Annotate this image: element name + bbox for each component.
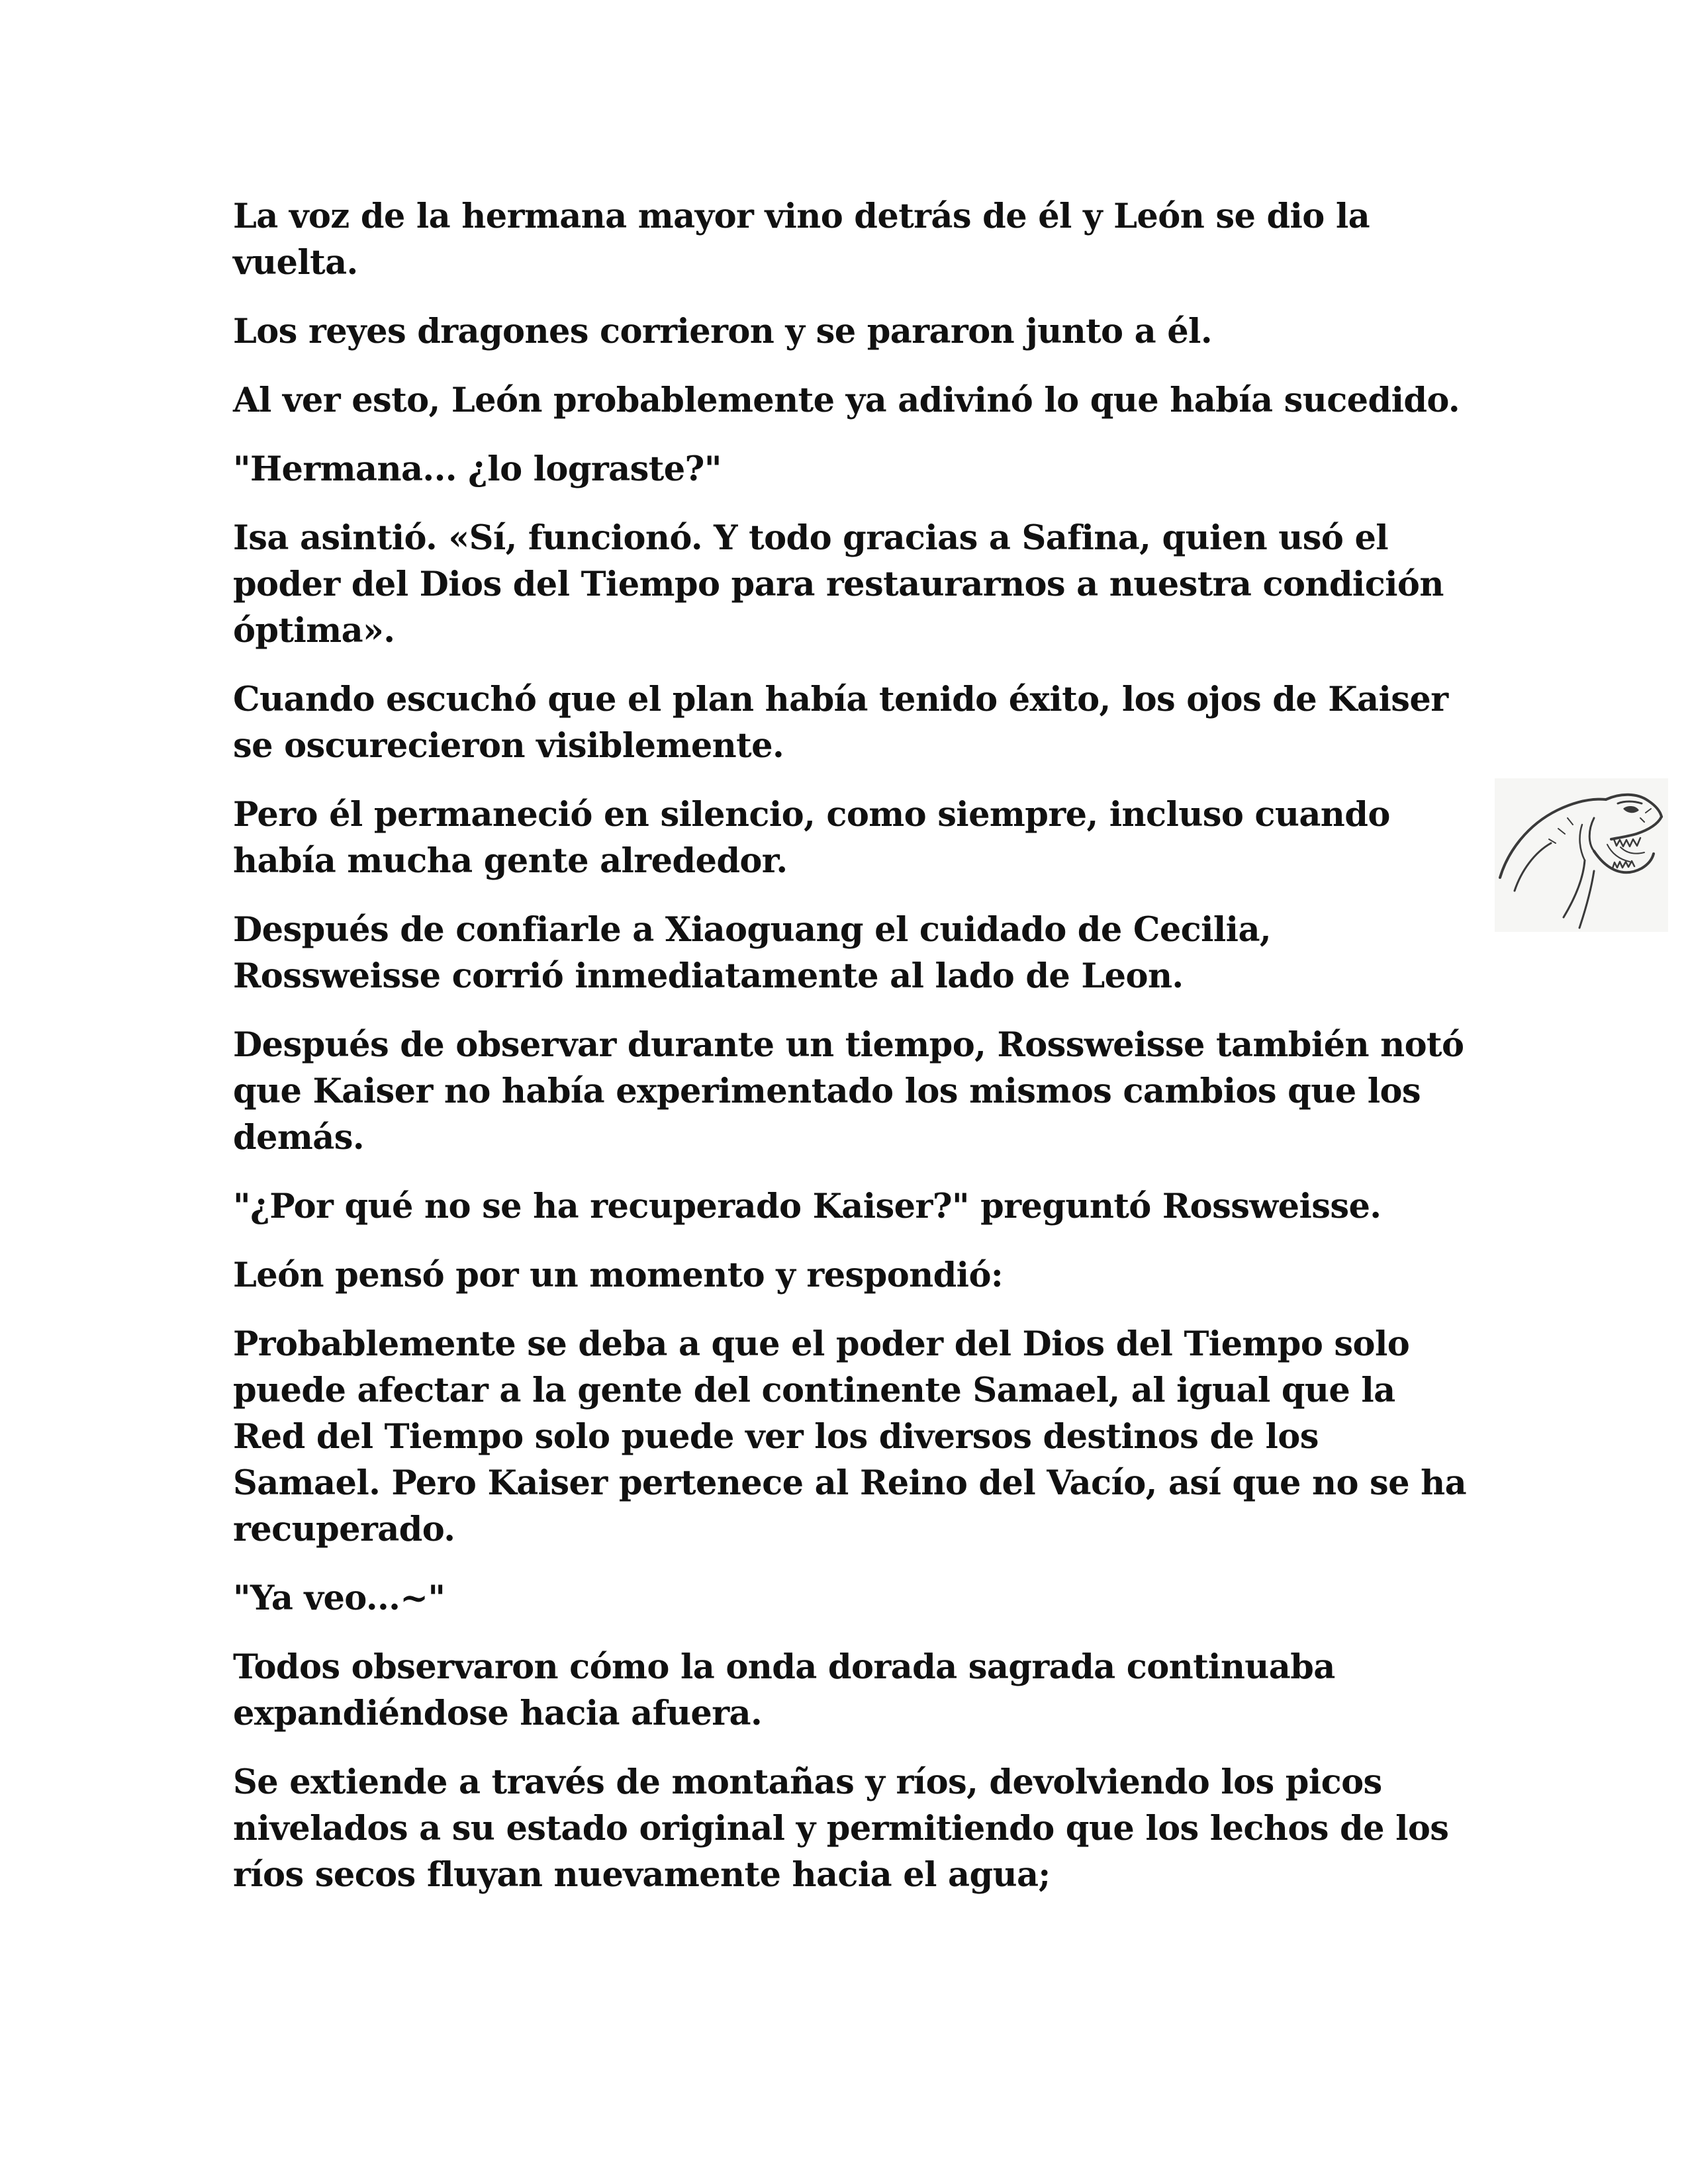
paragraph: "¿Por qué no se ha recuperado Kaiser?" preguntó Rossweisse. [233, 1187, 1382, 1226]
paragraph: "Hermana... ¿lo lograste?" [233, 449, 722, 489]
body-text [233, 193, 1471, 1921]
paragraph: León pensó por un momento y respondió: [233, 1255, 1004, 1295]
dinosaur-sketch-icon [1495, 778, 1668, 932]
paragraph: Todos observaron cómo la onda dorada sagrada continuaba expandiéndose hacia afuera. [233, 1647, 1335, 1733]
paragraph: Después de observar durante un tiempo, Rossweisse también notó que Kaiser no había experimentado los mismos cambios que los demás. [233, 1025, 1464, 1158]
paragraph: La voz de la hermana mayor vino detrás de él y León se dio la vuelta. [233, 197, 1370, 283]
paragraph: Al ver esto, León probablemente ya adivinó lo que había sucedido. [233, 381, 1460, 420]
paragraph: Después de confiarle a Xiaoguang el cuidado de Cecilia, Rossweisse corrió inmediatamente al lado de Leon. [233, 910, 1272, 996]
paragraph: "Ya veo...~" [233, 1578, 445, 1618]
paragraph: Cuando escuchó que el plan había tenido éxito, los ojos de Kaiser se oscurecieron visiblemente. [233, 680, 1448, 766]
paragraph: Pero él permaneció en silencio, como siempre, incluso cuando había mucha gente alrededor. [233, 795, 1390, 881]
paragraph: Los reyes dragones corrieron y se pararon junto a él. [233, 312, 1212, 351]
paragraph: Se extiende a través de montañas y ríos, devolviendo los picos nivelados a su estado original y permitiendo que los lechos de los ríos secos fluyan nuevamente hacia el agua; [233, 1762, 1449, 1895]
paragraph: Isa asintió. «Sí, funcionó. Y todo gracias a Safina, quien usó el poder del Dios del Tiempo para restaurarnos a nuestra condición óptima». [233, 518, 1444, 651]
paragraph: Probablemente se deba a que el poder del Dios del Tiempo solo puede afectar a la gente del continente Samael, al igual que la Red del Tiempo solo puede ver los diversos destinos de los Samael. Pero Kaiser pertenece al Reino del Vacío, así que no se ha recuperado. [233, 1324, 1467, 1549]
